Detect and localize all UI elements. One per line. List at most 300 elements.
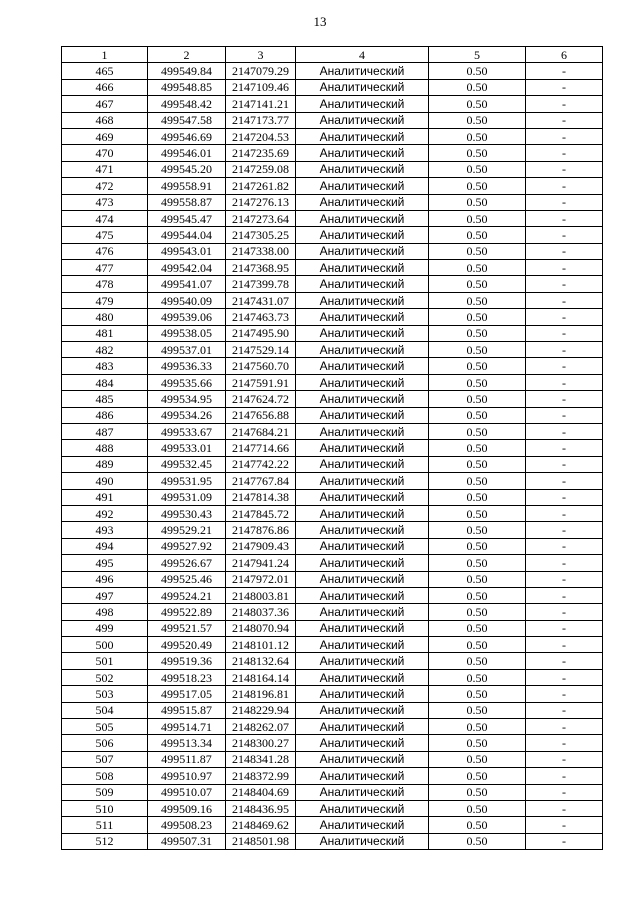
accuracy-cell: 0.50 — [429, 243, 526, 259]
table-row — [62, 161, 603, 177]
method-cell: Аналитический — [296, 702, 429, 718]
note-cell: - — [526, 456, 603, 472]
accuracy-cell: 0.50 — [429, 817, 526, 833]
table-row — [62, 522, 603, 538]
method-cell: Аналитический — [296, 440, 429, 456]
point-number-cell: 498 — [62, 604, 148, 620]
table-row — [62, 751, 603, 767]
x-coordinate-cell: 499510.07 — [148, 784, 226, 800]
column-header-4: 4 — [296, 47, 429, 63]
note-cell: - — [526, 391, 603, 407]
note-cell: - — [526, 161, 603, 177]
y-coordinate-cell: 2147714.66 — [226, 440, 296, 456]
table-row — [62, 571, 603, 587]
table-row — [62, 276, 603, 292]
y-coordinate-cell: 2148132.64 — [226, 653, 296, 669]
point-number-cell: 472 — [62, 178, 148, 194]
point-number-cell: 480 — [62, 309, 148, 325]
point-number-cell: 490 — [62, 473, 148, 489]
method-cell: Аналитический — [296, 227, 429, 243]
y-coordinate-cell: 2148037.36 — [226, 604, 296, 620]
coordinates-table — [61, 46, 603, 850]
table-row — [62, 587, 603, 603]
y-coordinate-cell: 2147141.21 — [226, 96, 296, 112]
point-number-cell: 511 — [62, 817, 148, 833]
method-cell: Аналитический — [296, 456, 429, 472]
point-number-cell: 486 — [62, 407, 148, 423]
point-number-cell: 507 — [62, 751, 148, 767]
accuracy-cell: 0.50 — [429, 63, 526, 79]
y-coordinate-cell: 2147399.78 — [226, 276, 296, 292]
method-cell: Аналитический — [296, 79, 429, 95]
y-coordinate-cell: 2147876.86 — [226, 522, 296, 538]
method-cell: Аналитический — [296, 489, 429, 505]
note-cell: - — [526, 768, 603, 784]
note-cell: - — [526, 407, 603, 423]
accuracy-cell: 0.50 — [429, 686, 526, 702]
y-coordinate-cell: 2148372.99 — [226, 768, 296, 784]
x-coordinate-cell: 499548.42 — [148, 96, 226, 112]
y-coordinate-cell: 2147560.70 — [226, 358, 296, 374]
accuracy-cell: 0.50 — [429, 325, 526, 341]
y-coordinate-cell: 2147368.95 — [226, 260, 296, 276]
note-cell: - — [526, 784, 603, 800]
column-header-6: 6 — [526, 47, 603, 63]
accuracy-cell: 0.50 — [429, 522, 526, 538]
note-cell: - — [526, 686, 603, 702]
y-coordinate-cell: 2147305.25 — [226, 227, 296, 243]
accuracy-cell: 0.50 — [429, 833, 526, 849]
y-coordinate-cell: 2147261.82 — [226, 178, 296, 194]
point-number-cell: 509 — [62, 784, 148, 800]
method-cell: Аналитический — [296, 194, 429, 210]
table-row — [62, 342, 603, 358]
y-coordinate-cell: 2148101.12 — [226, 637, 296, 653]
table-row — [62, 473, 603, 489]
y-coordinate-cell: 2148341.28 — [226, 751, 296, 767]
point-number-cell: 484 — [62, 374, 148, 390]
y-coordinate-cell: 2147463.73 — [226, 309, 296, 325]
accuracy-cell: 0.50 — [429, 178, 526, 194]
method-cell: Аналитический — [296, 620, 429, 636]
x-coordinate-cell: 499545.20 — [148, 161, 226, 177]
accuracy-cell: 0.50 — [429, 292, 526, 308]
accuracy-cell: 0.50 — [429, 505, 526, 521]
table-row — [62, 374, 603, 390]
note-cell: - — [526, 440, 603, 456]
point-number-cell: 501 — [62, 653, 148, 669]
x-coordinate-cell: 499541.07 — [148, 276, 226, 292]
y-coordinate-cell: 2147273.64 — [226, 210, 296, 226]
point-number-cell: 491 — [62, 489, 148, 505]
y-coordinate-cell: 2148300.27 — [226, 735, 296, 751]
method-cell: Аналитический — [296, 768, 429, 784]
x-coordinate-cell: 499543.01 — [148, 243, 226, 259]
table-row — [62, 505, 603, 521]
point-number-cell: 510 — [62, 800, 148, 816]
table-row — [62, 145, 603, 161]
note-cell: - — [526, 128, 603, 144]
table-row — [62, 768, 603, 784]
x-coordinate-cell: 499510.97 — [148, 768, 226, 784]
accuracy-cell: 0.50 — [429, 637, 526, 653]
note-cell: - — [526, 358, 603, 374]
y-coordinate-cell: 2148262.07 — [226, 719, 296, 735]
x-coordinate-cell: 499534.26 — [148, 407, 226, 423]
point-number-cell: 502 — [62, 669, 148, 685]
x-coordinate-cell: 499535.66 — [148, 374, 226, 390]
table-row — [62, 391, 603, 407]
column-header-3: 3 — [226, 47, 296, 63]
x-coordinate-cell: 499558.87 — [148, 194, 226, 210]
table-row — [62, 325, 603, 341]
table-row — [62, 128, 603, 144]
x-coordinate-cell: 499534.95 — [148, 391, 226, 407]
y-coordinate-cell: 2148404.69 — [226, 784, 296, 800]
table-row — [62, 96, 603, 112]
method-cell: Аналитический — [296, 686, 429, 702]
note-cell: - — [526, 260, 603, 276]
point-number-cell: 470 — [62, 145, 148, 161]
table-row — [62, 292, 603, 308]
note-cell: - — [526, 489, 603, 505]
column-header-2: 2 — [148, 47, 226, 63]
method-cell: Аналитический — [296, 276, 429, 292]
method-cell: Аналитический — [296, 571, 429, 587]
accuracy-cell: 0.50 — [429, 751, 526, 767]
note-cell: - — [526, 538, 603, 554]
method-cell: Аналитический — [296, 374, 429, 390]
method-cell: Аналитический — [296, 637, 429, 653]
x-coordinate-cell: 499525.46 — [148, 571, 226, 587]
accuracy-cell: 0.50 — [429, 555, 526, 571]
method-cell: Аналитический — [296, 63, 429, 79]
x-coordinate-cell: 499522.89 — [148, 604, 226, 620]
note-cell: - — [526, 637, 603, 653]
accuracy-cell: 0.50 — [429, 161, 526, 177]
x-coordinate-cell: 499518.23 — [148, 669, 226, 685]
x-coordinate-cell: 499532.45 — [148, 456, 226, 472]
method-cell: Аналитический — [296, 653, 429, 669]
x-coordinate-cell: 499519.36 — [148, 653, 226, 669]
method-cell: Аналитический — [296, 751, 429, 767]
y-coordinate-cell: 2147204.53 — [226, 128, 296, 144]
method-cell: Аналитический — [296, 587, 429, 603]
x-coordinate-cell: 499529.21 — [148, 522, 226, 538]
accuracy-cell: 0.50 — [429, 702, 526, 718]
accuracy-cell: 0.50 — [429, 653, 526, 669]
accuracy-cell: 0.50 — [429, 260, 526, 276]
x-coordinate-cell: 499548.85 — [148, 79, 226, 95]
y-coordinate-cell: 2147338.00 — [226, 243, 296, 259]
note-cell: - — [526, 735, 603, 751]
y-coordinate-cell: 2147624.72 — [226, 391, 296, 407]
note-cell: - — [526, 63, 603, 79]
point-number-cell: 496 — [62, 571, 148, 587]
accuracy-cell: 0.50 — [429, 309, 526, 325]
point-number-cell: 487 — [62, 423, 148, 439]
accuracy-cell: 0.50 — [429, 79, 526, 95]
accuracy-cell: 0.50 — [429, 719, 526, 735]
table-body — [62, 63, 603, 850]
accuracy-cell: 0.50 — [429, 342, 526, 358]
note-cell: - — [526, 817, 603, 833]
y-coordinate-cell: 2148003.81 — [226, 587, 296, 603]
y-coordinate-cell: 2147079.29 — [226, 63, 296, 79]
table-row — [62, 653, 603, 669]
table-row — [62, 489, 603, 505]
method-cell: Аналитический — [296, 391, 429, 407]
table-row — [62, 555, 603, 571]
accuracy-cell: 0.50 — [429, 96, 526, 112]
note-cell: - — [526, 210, 603, 226]
point-number-cell: 483 — [62, 358, 148, 374]
table-row — [62, 210, 603, 226]
table-row — [62, 702, 603, 718]
method-cell: Аналитический — [296, 210, 429, 226]
method-cell: Аналитический — [296, 260, 429, 276]
table-row — [62, 79, 603, 95]
x-coordinate-cell: 499547.58 — [148, 112, 226, 128]
note-cell: - — [526, 276, 603, 292]
y-coordinate-cell: 2148196.81 — [226, 686, 296, 702]
method-cell: Аналитический — [296, 309, 429, 325]
y-coordinate-cell: 2148229.94 — [226, 702, 296, 718]
point-number-cell: 500 — [62, 637, 148, 653]
method-cell: Аналитический — [296, 325, 429, 341]
note-cell: - — [526, 522, 603, 538]
method-cell: Аналитический — [296, 145, 429, 161]
x-coordinate-cell: 499531.95 — [148, 473, 226, 489]
y-coordinate-cell: 2148501.98 — [226, 833, 296, 849]
accuracy-cell: 0.50 — [429, 112, 526, 128]
note-cell: - — [526, 342, 603, 358]
x-coordinate-cell: 499537.01 — [148, 342, 226, 358]
table-row — [62, 243, 603, 259]
note-cell: - — [526, 620, 603, 636]
note-cell: - — [526, 833, 603, 849]
accuracy-cell: 0.50 — [429, 440, 526, 456]
point-number-cell: 492 — [62, 505, 148, 521]
method-cell: Аналитический — [296, 243, 429, 259]
point-number-cell: 508 — [62, 768, 148, 784]
accuracy-cell: 0.50 — [429, 456, 526, 472]
note-cell: - — [526, 719, 603, 735]
x-coordinate-cell: 499531.09 — [148, 489, 226, 505]
accuracy-cell: 0.50 — [429, 473, 526, 489]
x-coordinate-cell: 499515.87 — [148, 702, 226, 718]
table-row — [62, 735, 603, 751]
note-cell: - — [526, 243, 603, 259]
accuracy-cell: 0.50 — [429, 768, 526, 784]
y-coordinate-cell: 2147941.24 — [226, 555, 296, 571]
x-coordinate-cell: 499538.05 — [148, 325, 226, 341]
method-cell: Аналитический — [296, 522, 429, 538]
note-cell: - — [526, 194, 603, 210]
point-number-cell: 475 — [62, 227, 148, 243]
point-number-cell: 469 — [62, 128, 148, 144]
table-row — [62, 112, 603, 128]
y-coordinate-cell: 2147684.21 — [226, 423, 296, 439]
y-coordinate-cell: 2147656.88 — [226, 407, 296, 423]
point-number-cell: 465 — [62, 63, 148, 79]
accuracy-cell: 0.50 — [429, 227, 526, 243]
method-cell: Аналитический — [296, 358, 429, 374]
accuracy-cell: 0.50 — [429, 210, 526, 226]
point-number-cell: 505 — [62, 719, 148, 735]
point-number-cell: 471 — [62, 161, 148, 177]
accuracy-cell: 0.50 — [429, 374, 526, 390]
x-coordinate-cell: 499533.67 — [148, 423, 226, 439]
x-coordinate-cell: 499511.87 — [148, 751, 226, 767]
point-number-cell: 473 — [62, 194, 148, 210]
table-row — [62, 227, 603, 243]
table-row — [62, 456, 603, 472]
note-cell: - — [526, 571, 603, 587]
point-number-cell: 468 — [62, 112, 148, 128]
method-cell: Аналитический — [296, 833, 429, 849]
point-number-cell: 495 — [62, 555, 148, 571]
table-row — [62, 407, 603, 423]
table-row — [62, 784, 603, 800]
x-coordinate-cell: 499530.43 — [148, 505, 226, 521]
note-cell: - — [526, 702, 603, 718]
x-coordinate-cell: 499539.06 — [148, 309, 226, 325]
note-cell: - — [526, 227, 603, 243]
point-number-cell: 474 — [62, 210, 148, 226]
x-coordinate-cell: 499542.04 — [148, 260, 226, 276]
x-coordinate-cell: 499520.49 — [148, 637, 226, 653]
column-header-1: 1 — [62, 47, 148, 63]
point-number-cell: 499 — [62, 620, 148, 636]
point-number-cell: 485 — [62, 391, 148, 407]
note-cell: - — [526, 423, 603, 439]
table-row — [62, 833, 603, 849]
accuracy-cell: 0.50 — [429, 391, 526, 407]
x-coordinate-cell: 499521.57 — [148, 620, 226, 636]
accuracy-cell: 0.50 — [429, 358, 526, 374]
table-row — [62, 178, 603, 194]
x-coordinate-cell: 499526.67 — [148, 555, 226, 571]
accuracy-cell: 0.50 — [429, 604, 526, 620]
note-cell: - — [526, 587, 603, 603]
note-cell: - — [526, 309, 603, 325]
page-number: 13 — [313, 14, 327, 29]
note-cell: - — [526, 178, 603, 194]
accuracy-cell: 0.50 — [429, 800, 526, 816]
point-number-cell: 481 — [62, 325, 148, 341]
note-cell: - — [526, 653, 603, 669]
point-number-cell: 488 — [62, 440, 148, 456]
table-row — [62, 669, 603, 685]
point-number-cell: 512 — [62, 833, 148, 849]
accuracy-cell: 0.50 — [429, 276, 526, 292]
y-coordinate-cell: 2147767.84 — [226, 473, 296, 489]
accuracy-cell: 0.50 — [429, 735, 526, 751]
y-coordinate-cell: 2148164.14 — [226, 669, 296, 685]
y-coordinate-cell: 2147173.77 — [226, 112, 296, 128]
method-cell: Аналитический — [296, 292, 429, 308]
note-cell: - — [526, 800, 603, 816]
x-coordinate-cell: 499536.33 — [148, 358, 226, 374]
accuracy-cell: 0.50 — [429, 587, 526, 603]
table-row — [62, 637, 603, 653]
method-cell: Аналитический — [296, 538, 429, 554]
accuracy-cell: 0.50 — [429, 407, 526, 423]
point-number-cell: 476 — [62, 243, 148, 259]
table-row — [62, 620, 603, 636]
point-number-cell: 506 — [62, 735, 148, 751]
method-cell: Аналитический — [296, 735, 429, 751]
table-row — [62, 423, 603, 439]
point-number-cell: 482 — [62, 342, 148, 358]
y-coordinate-cell: 2147495.90 — [226, 325, 296, 341]
point-number-cell: 494 — [62, 538, 148, 554]
y-coordinate-cell: 2148469.62 — [226, 817, 296, 833]
method-cell: Аналитический — [296, 161, 429, 177]
y-coordinate-cell: 2147845.72 — [226, 505, 296, 521]
table-row — [62, 194, 603, 210]
x-coordinate-cell: 499558.91 — [148, 178, 226, 194]
column-header-5: 5 — [429, 47, 526, 63]
note-cell: - — [526, 292, 603, 308]
accuracy-cell: 0.50 — [429, 145, 526, 161]
y-coordinate-cell: 2147742.22 — [226, 456, 296, 472]
accuracy-cell: 0.50 — [429, 194, 526, 210]
y-coordinate-cell: 2147972.01 — [226, 571, 296, 587]
x-coordinate-cell: 499509.16 — [148, 800, 226, 816]
table-row — [62, 440, 603, 456]
accuracy-cell: 0.50 — [429, 538, 526, 554]
method-cell: Аналитический — [296, 112, 429, 128]
table-row — [62, 719, 603, 735]
point-number-cell: 477 — [62, 260, 148, 276]
note-cell: - — [526, 96, 603, 112]
note-cell: - — [526, 505, 603, 521]
table-row — [62, 817, 603, 833]
point-number-cell: 479 — [62, 292, 148, 308]
method-cell: Аналитический — [296, 505, 429, 521]
method-cell: Аналитический — [296, 423, 429, 439]
point-number-cell: 478 — [62, 276, 148, 292]
point-number-cell: 493 — [62, 522, 148, 538]
x-coordinate-cell: 499508.23 — [148, 817, 226, 833]
method-cell: Аналитический — [296, 128, 429, 144]
accuracy-cell: 0.50 — [429, 784, 526, 800]
method-cell: Аналитический — [296, 96, 429, 112]
note-cell: - — [526, 374, 603, 390]
method-cell: Аналитический — [296, 473, 429, 489]
y-coordinate-cell: 2147431.07 — [226, 292, 296, 308]
x-coordinate-cell: 499514.71 — [148, 719, 226, 735]
x-coordinate-cell: 499546.01 — [148, 145, 226, 161]
accuracy-cell: 0.50 — [429, 128, 526, 144]
x-coordinate-cell: 499517.05 — [148, 686, 226, 702]
method-cell: Аналитический — [296, 669, 429, 685]
x-coordinate-cell: 499513.34 — [148, 735, 226, 751]
y-coordinate-cell: 2147235.69 — [226, 145, 296, 161]
y-coordinate-cell: 2147259.08 — [226, 161, 296, 177]
method-cell: Аналитический — [296, 342, 429, 358]
method-cell: Аналитический — [296, 604, 429, 620]
note-cell: - — [526, 669, 603, 685]
x-coordinate-cell: 499507.31 — [148, 833, 226, 849]
method-cell: Аналитический — [296, 784, 429, 800]
point-number-cell: 497 — [62, 587, 148, 603]
point-number-cell: 467 — [62, 96, 148, 112]
y-coordinate-cell: 2147109.46 — [226, 79, 296, 95]
accuracy-cell: 0.50 — [429, 423, 526, 439]
